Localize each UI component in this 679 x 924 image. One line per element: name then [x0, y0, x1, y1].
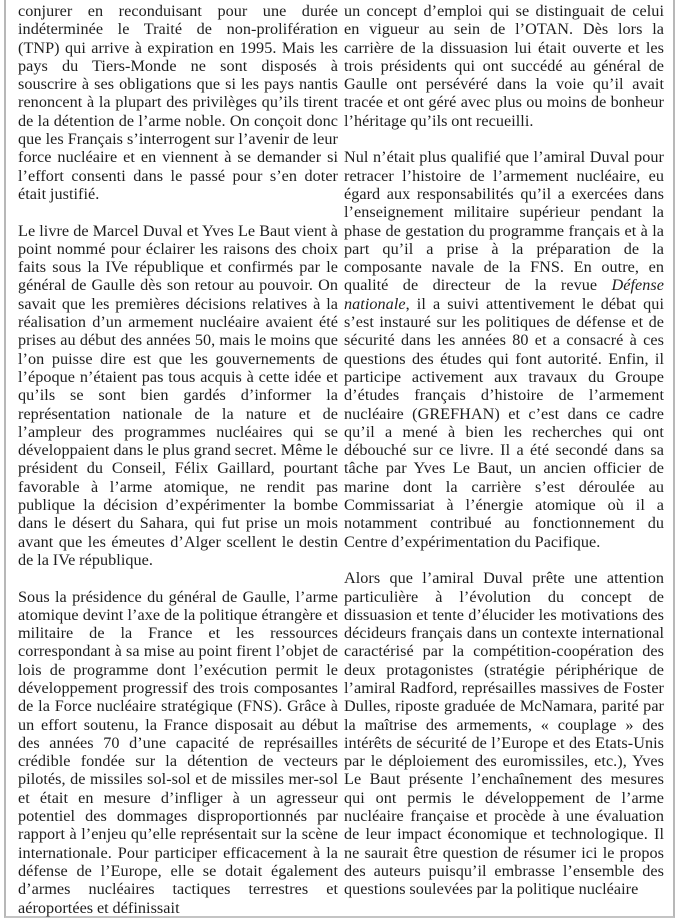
paragraph-de-gaulle-presidency: Sous la présidence du général de Gaulle, l’arme atomique devint l’axe de la politique étrangère et militaire de la France et les ressources correspondant à sa mise au point firent l’objet de lois de programme dont l’exécution permit le développement progressif des trois composantes de la Force nucléaire stratégique (FNS). Grâce à un effort soutenu, la France disposait au début des années 70 d’une capacité de représailles crédible fondée sur la détention de vecteurs pilotés, de missiles sol-sol et de missiles mer-sol et était en mesure d’infliger à un agresseur potentiel des dommages disproportionnés par rapport à l’enjeu qu’elle représentait sur la scène internationale. Pour participer efficacement à la défense de l’Europe, elle se dotait également d’armes nucléaires tactiques terrestres et aéroportées et définissait — [18, 587, 338, 917]
paragraph-duval-qualifications — [344, 148, 664, 551]
paragraph-deterrence-career: un concept d’emploi qui se distinguait de celui en vigueur au sein de l’OTAN. Dès lors la carrière de la dissuasion lui était ouverte et les trois présidents qui ont succédé au général de Gaulle ont persévéré dans la voie qu’il avait tracée et ont géré avec plus ou moins de bonheur l’héritage qu’ils ont recueilli. — [344, 2, 664, 130]
paragraph-tnp-context: conjurer en reconduisant pour une durée indéterminée le Traité de non-prolifération (TNP) qui arrive à expiration en 1995. Mais les pays du Tiers-Monde ne sont disposés à souscrire à ses obligations que si les pays nantis renoncent à la plupart des privilèges qu’ils tirent de la détention de l’arme noble. On conçoit donc que les Français s’interrogent sur l’avenir de leur force nucléaire et en viennent à se demander si l’effort consenti dans le passé pour s’en doter était justifié. — [18, 2, 338, 203]
right-column — [344, 2, 664, 899]
duval-text-after: , il a suivi attentivement le débat qui s’est instauré sur les politiques de défense et de sécurité dans les années 80 et a consacré à ces questions des études qui font autorité. Enfin, il participe activement aux travaux du Groupe d’études français d’histoire de l’armement nucléaire (GREFHAN) et c’est dans ce cadre qu’il a mené à bien les recherches qui ont débouché sur ce livre. Il a été secondé dans sa tâche par Yves Le Baut, un ancien officier de marine dont la carrière s’est déroulée au Commissariat à l’énergie atomique où il a notamment contribué au fonctionnement du Centre d’expérimentation du Pacifique. — [344, 294, 664, 551]
paragraph-book-intro: Le livre de Marcel Duval et Yves Le Baut vient à point nommé pour éclairer les raisons des choix faits sous la IVe république et confirmés par le général de Gaulle dès son retour au pouvoir. On savait que les premières décisions relatives à la réalisation d’un armement nucléaire avaient été prises au début des années 50, mais le moins que l’on puisse dire est que les gouvernements de l’époque n’étaient pas tous acquis à cette idée et qu’ils se sont bien gardés d’informer la représentation nationale de la nature et de l’ampleur des programmes nucléaires qui se développaient dans le plus grand secret. Même le président du Conseil, Félix Gaillard, pourtant favorable à l’arme atomique, ne rendit pas publique la décision d’expérimenter la bombe dans le désert du Sahara, qui fut prise un mois avant que les émeutes d’Alger scellent le destin de la IVe république. — [18, 221, 338, 569]
left-column — [18, 2, 338, 917]
paragraph-authors-approach: Alors que l’amiral Duval prête une attention particulière à l’évolution du concept de dissuasion et tente d’élucider les motivations des décideurs français dans un contexte international caractérisé par la compétition-coopération des deux protagonistes (stratégie périphérique de l’amiral Radford, représailles massives de Foster Dulles, riposte graduée de McNamara, parité par la maîtrise des armements, « couplage » des intérêts de sécurité de l’Europe et des Etats-Unis par le déploiement des euromissiles, etc.), Yves Le Baut présente l’enchaînement des mesures qui ont permis le développement de l’arme nucléaire française et procède à une évaluation de leur impact économique et technologique. Il ne saurait être question de résumer ici le propos des auteurs puisqu’il embrasse l’ensemble des questions soulevées par la politique nucléaire — [344, 569, 664, 899]
journal-title: Défense nationale — [344, 276, 664, 313]
duval-text-before: Nul n’était plus qualifié que l’amiral Duval pour retracer l’histoire de l’armement nucléaire, eu égard aux responsabilités qu’il a exercées dans l’enseignement militaire supérieur pendant la phase de gestation du programme français et à la part qu’il a prise à la préparation de la composante navale de la FNS. En outre, en qualité de directeur de la revue — [344, 148, 664, 295]
